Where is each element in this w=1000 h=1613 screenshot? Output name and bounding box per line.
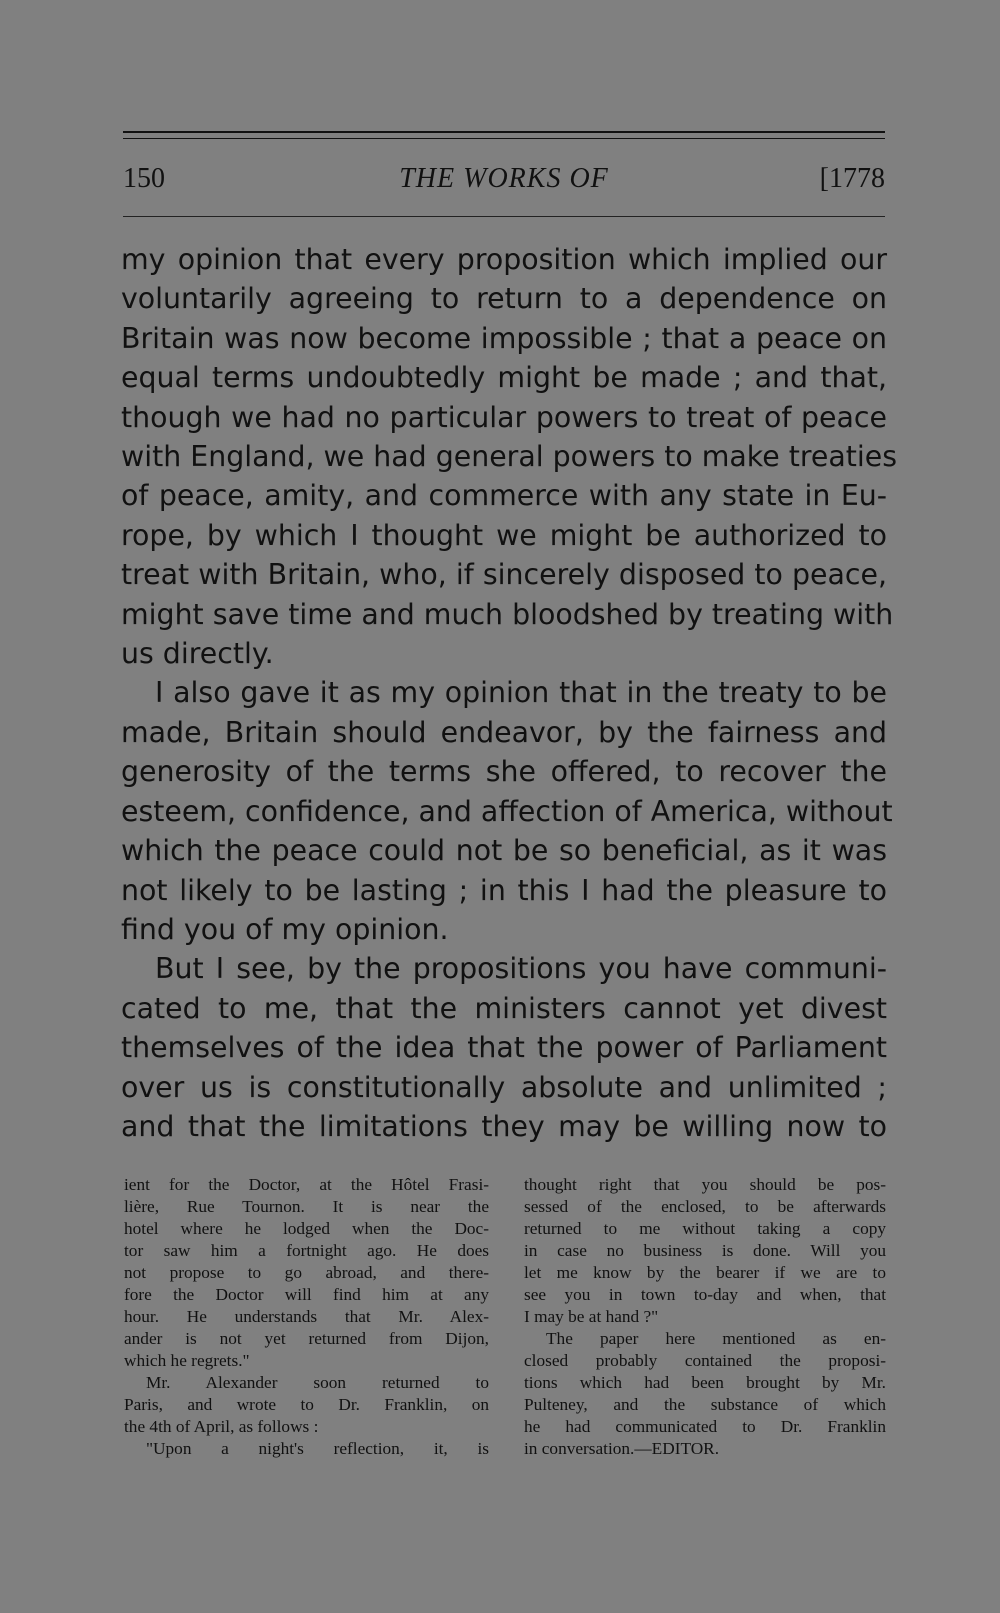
text-line: and that the limitations they may be willing now to bbox=[121, 1109, 887, 1143]
text-line: treat with Britain, who, if sincerely disposed to peace, bbox=[121, 558, 887, 592]
footnote-line: ient for the Doctor, at the Hôtel Frasi- bbox=[124, 1175, 489, 1194]
text-line: Britain was now become impossible ; that a peace on bbox=[121, 321, 887, 355]
footnote-line: returned to me without taking a copy bbox=[524, 1219, 886, 1238]
footnote-line: fore the Doctor will find him at any bbox=[124, 1285, 489, 1304]
footnote-line: hour. He understands that Mr. Alex- bbox=[124, 1307, 489, 1326]
footnote-line: not propose to go abroad, and there- bbox=[124, 1263, 489, 1282]
text-line: made, Britain should endeavor, by the fairness and bbox=[121, 715, 887, 749]
footnote-line: sessed of the enclosed, to be afterwards bbox=[524, 1197, 886, 1216]
running-title: THE WORKS OF bbox=[399, 163, 609, 194]
footnote-line: I may be at hand ?" bbox=[524, 1307, 659, 1326]
text-line: my opinion that every proposition which implied our bbox=[121, 243, 887, 276]
text-line: generosity of the terms she offered, to recover the bbox=[121, 755, 887, 789]
footnote-line: Paris, and wrote to Dr. Franklin, on bbox=[124, 1395, 489, 1414]
running-header bbox=[123, 163, 885, 199]
footnote-line: ander is not yet returned from Dijon, bbox=[124, 1329, 489, 1348]
footnote-line: hotel where he lodged when the Doc- bbox=[124, 1219, 489, 1238]
text-line: equal terms undoubtedly might be made ; and that, bbox=[121, 361, 887, 395]
text-line: cated to me, that the ministers cannot yet divest bbox=[121, 991, 887, 1025]
text-line: of peace, amity, and commerce with any state in Eu- bbox=[121, 479, 887, 513]
footnote-line: "Upon a night's reflection, it, is bbox=[146, 1439, 489, 1458]
text-line: over us is constitutionally absolute and unlimited ; bbox=[121, 1070, 887, 1104]
page-number: 150 bbox=[123, 163, 165, 194]
footnote-column-right bbox=[524, 1174, 886, 1460]
header-double-rule-top bbox=[123, 131, 885, 133]
text-line: But I see, by the propositions you have communi- bbox=[155, 952, 887, 986]
footnote-line: closed probably contained the proposi- bbox=[524, 1351, 886, 1370]
text-line: not likely to be lasting ; in this I had the pleasure to bbox=[121, 873, 887, 907]
header-year: [1778 bbox=[819, 163, 885, 194]
text-line: which the peace could not be so beneficial, as it was bbox=[121, 834, 887, 868]
footnote-line: see you in town to-day and when, that bbox=[524, 1285, 886, 1304]
header-rule bbox=[123, 216, 885, 217]
footnote-line: tor saw him a fortnight ago. He does bbox=[124, 1241, 489, 1260]
footnote-line: The paper here mentioned as en- bbox=[546, 1329, 886, 1348]
text-line: esteem, confidence, and affection of America, without bbox=[121, 794, 893, 828]
text-line: find you of my opinion. bbox=[121, 912, 449, 946]
text-line: themselves of the idea that the power of Parliament bbox=[121, 1031, 887, 1065]
text-line: voluntarily agreeing to return to a dependence on bbox=[121, 282, 887, 316]
header-double-rule-bottom bbox=[123, 138, 885, 139]
main-text bbox=[121, 240, 898, 1146]
footnote-line: which he regrets." bbox=[124, 1351, 250, 1370]
footnote-line: Mr. Alexander soon returned to bbox=[146, 1373, 489, 1392]
footnote-line: let me know by the bearer if we are to bbox=[524, 1263, 886, 1282]
text-line: us directly. bbox=[121, 637, 274, 671]
text-line: though we had no particular powers to treat of peace bbox=[121, 400, 887, 434]
footnote-column-left bbox=[124, 1174, 489, 1460]
text-line: rope, by which I thought we might be authorized to bbox=[121, 518, 887, 552]
footnote-line: in case no business is done. Will you bbox=[524, 1241, 886, 1260]
text-line: might save time and much bloodshed by treating with bbox=[121, 597, 894, 631]
footnote-line: in conversation.—EDITOR. bbox=[524, 1439, 720, 1458]
footnote-line: tions which had been brought by Mr. bbox=[524, 1373, 886, 1392]
footnote-line: lière, Rue Tournon. It is near the bbox=[124, 1197, 489, 1216]
footnote-line: thought right that you should be pos- bbox=[524, 1175, 886, 1194]
footnote-line: Pulteney, and the substance of which bbox=[524, 1395, 886, 1414]
footnote-line: he had communicated to Dr. Franklin bbox=[524, 1417, 886, 1436]
footnote-line: the 4th of April, as follows : bbox=[124, 1417, 319, 1436]
text-line: I also gave it as my opinion that in the treaty to be bbox=[155, 676, 887, 710]
text-line: with England, we had general powers to make treaties bbox=[121, 440, 898, 474]
